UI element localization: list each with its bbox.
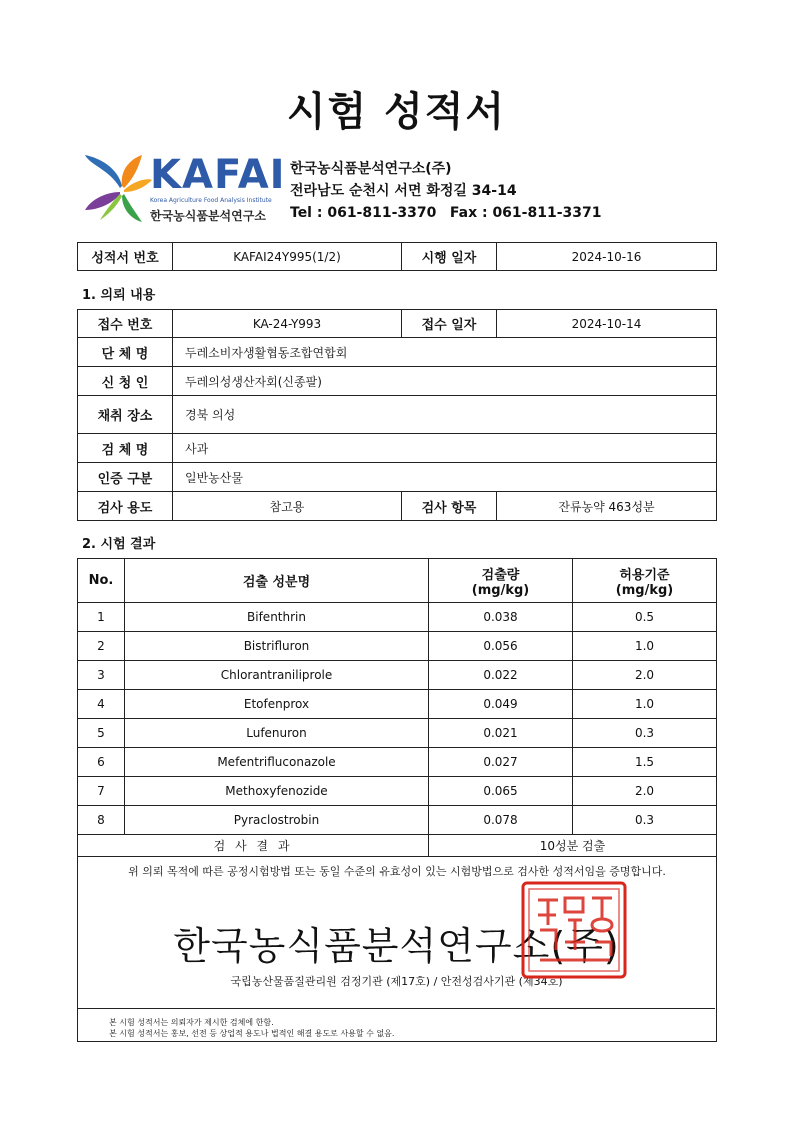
- result-limit: 0.3: [573, 719, 717, 748]
- purpose-label: 검사 용도: [78, 492, 173, 521]
- request-table: [77, 309, 717, 521]
- result-name: Chlorantraniliprole: [125, 661, 429, 690]
- logo-subtitle: Korea Agriculture Food Analysis Institute: [150, 197, 272, 204]
- issue-date-value: 2024-10-16: [497, 243, 717, 271]
- company-info: [290, 158, 601, 224]
- col-amount-header: [429, 559, 573, 603]
- report-no-value: KAFAI24Y995(1/2): [173, 243, 402, 271]
- result-limit: 0.5: [573, 603, 717, 632]
- sample-value: 사과: [173, 434, 717, 463]
- result-no: 3: [78, 661, 125, 690]
- receipt-no-value: KA-24-Y993: [173, 310, 402, 338]
- result-row: [78, 690, 717, 719]
- col-limit-title: 허용기준: [619, 567, 670, 583]
- result-row: [78, 632, 717, 661]
- col-amount-title: 검출량: [481, 567, 520, 583]
- accreditation-text: 국립농산물품질관리원 검정기관 (제17호) / 안전성검사기관 (제34호): [230, 975, 563, 988]
- report-no-label: 성적서 번호: [78, 243, 173, 271]
- result-amount: 0.027: [429, 748, 573, 777]
- request-section-title: 1. 의뢰 내용: [82, 288, 156, 303]
- sample-label: 검 체 명: [78, 434, 173, 463]
- result-amount: 0.056: [429, 632, 573, 661]
- items-value: 잔류농약 463성분: [497, 492, 717, 521]
- result-amount: 0.078: [429, 806, 573, 835]
- result-limit: 1.5: [573, 748, 717, 777]
- result-no: 7: [78, 777, 125, 806]
- items-label: 검사 항목: [402, 492, 497, 521]
- company-fax: Fax : 061-811-3371: [449, 205, 602, 221]
- result-name: Methoxyfenozide: [125, 777, 429, 806]
- cert-value: 일반농산물: [173, 463, 717, 492]
- result-limit: 2.0: [573, 661, 717, 690]
- col-no-header: No.: [78, 559, 125, 603]
- results-section-title: 2. 시험 결과: [82, 537, 156, 552]
- note-2: 본 시험 성적서는 홍보, 선전 등 상업적 용도나 법적인 해결 용도로 사용할 수 없음.: [109, 1029, 395, 1038]
- result-limit: 2.0: [573, 777, 717, 806]
- result-no: 1: [78, 603, 125, 632]
- result-amount: 0.022: [429, 661, 573, 690]
- company-contact: [290, 202, 601, 224]
- note-1: 본 시험 성적서는 의뢰자가 제시한 검체에 한함.: [109, 1018, 274, 1027]
- receipt-no-label: 접수 번호: [78, 310, 173, 338]
- result-name: Mefentrifluconazole: [125, 748, 429, 777]
- company-tel: Tel : 061-811-3370: [290, 205, 437, 221]
- result-row: [78, 748, 717, 777]
- result-no: 4: [78, 690, 125, 719]
- result-limit: 1.0: [573, 690, 717, 719]
- result-limit: 0.3: [573, 806, 717, 835]
- col-limit-header: [573, 559, 717, 603]
- cert-label: 인증 구분: [78, 463, 173, 492]
- result-row: [78, 777, 717, 806]
- result-no: 5: [78, 719, 125, 748]
- result-name: Lufenuron: [125, 719, 429, 748]
- result-amount: 0.021: [429, 719, 573, 748]
- certifying-organization: 한국농식품분석연구소(주): [173, 924, 620, 968]
- result-row: [78, 719, 717, 748]
- report-header-table: [77, 242, 717, 271]
- summary-value: 10성분 검출: [429, 835, 717, 857]
- logo-korean-name: 한국농식품분석연구소: [150, 209, 266, 223]
- result-no: 6: [78, 748, 125, 777]
- result-name: Pyraclostrobin: [125, 806, 429, 835]
- result-amount: 0.049: [429, 690, 573, 719]
- notes-box: [77, 1008, 715, 1042]
- purpose-value: 참고용: [173, 492, 402, 521]
- result-amount: 0.038: [429, 603, 573, 632]
- applicant-label: 신 청 인: [78, 367, 173, 396]
- result-limit: 1.0: [573, 632, 717, 661]
- result-amount: 0.065: [429, 777, 573, 806]
- company-name: 한국농식품분석연구소(주): [290, 161, 452, 177]
- result-row: [78, 603, 717, 632]
- receipt-date-value: 2024-10-14: [497, 310, 717, 338]
- issue-date-label: 시행 일자: [402, 243, 497, 271]
- col-amount-unit: (mg/kg): [471, 582, 530, 598]
- place-value: 경북 의성: [173, 396, 717, 434]
- company-address: 전라남도 순천시 서면 화정길 34-14: [290, 183, 517, 199]
- applicant-value: 두레의성생산자회(신종팔): [173, 367, 717, 396]
- document-title: 시험 성적서: [286, 89, 507, 135]
- group-value: 두레소비자생활협동조합연합회: [173, 338, 717, 367]
- result-row: [78, 661, 717, 690]
- result-no: 2: [78, 632, 125, 661]
- certification-statement: 위 의뢰 목적에 따른 공정시험방법 또는 동일 수준의 유효성이 있는 시험방법으로 검사한 성적서임을 증명합니다.: [128, 865, 666, 878]
- result-no: 8: [78, 806, 125, 835]
- place-label: 채취 장소: [78, 396, 173, 434]
- result-name: Etofenprox: [125, 690, 429, 719]
- official-seal-icon: [520, 880, 628, 980]
- summary-label: 검 사 결 과: [78, 835, 429, 857]
- col-name-header: 검출 성분명: [125, 559, 429, 603]
- logo-text: [150, 152, 286, 224]
- group-label: 단 체 명: [78, 338, 173, 367]
- col-limit-unit: (mg/kg): [615, 582, 674, 598]
- results-table: [77, 558, 717, 857]
- result-row: [78, 806, 717, 835]
- result-name: Bifenthrin: [125, 603, 429, 632]
- logo-wordmark: KAFAI: [150, 152, 286, 198]
- receipt-date-label: 접수 일자: [402, 310, 497, 338]
- result-name: Bistrifluron: [125, 632, 429, 661]
